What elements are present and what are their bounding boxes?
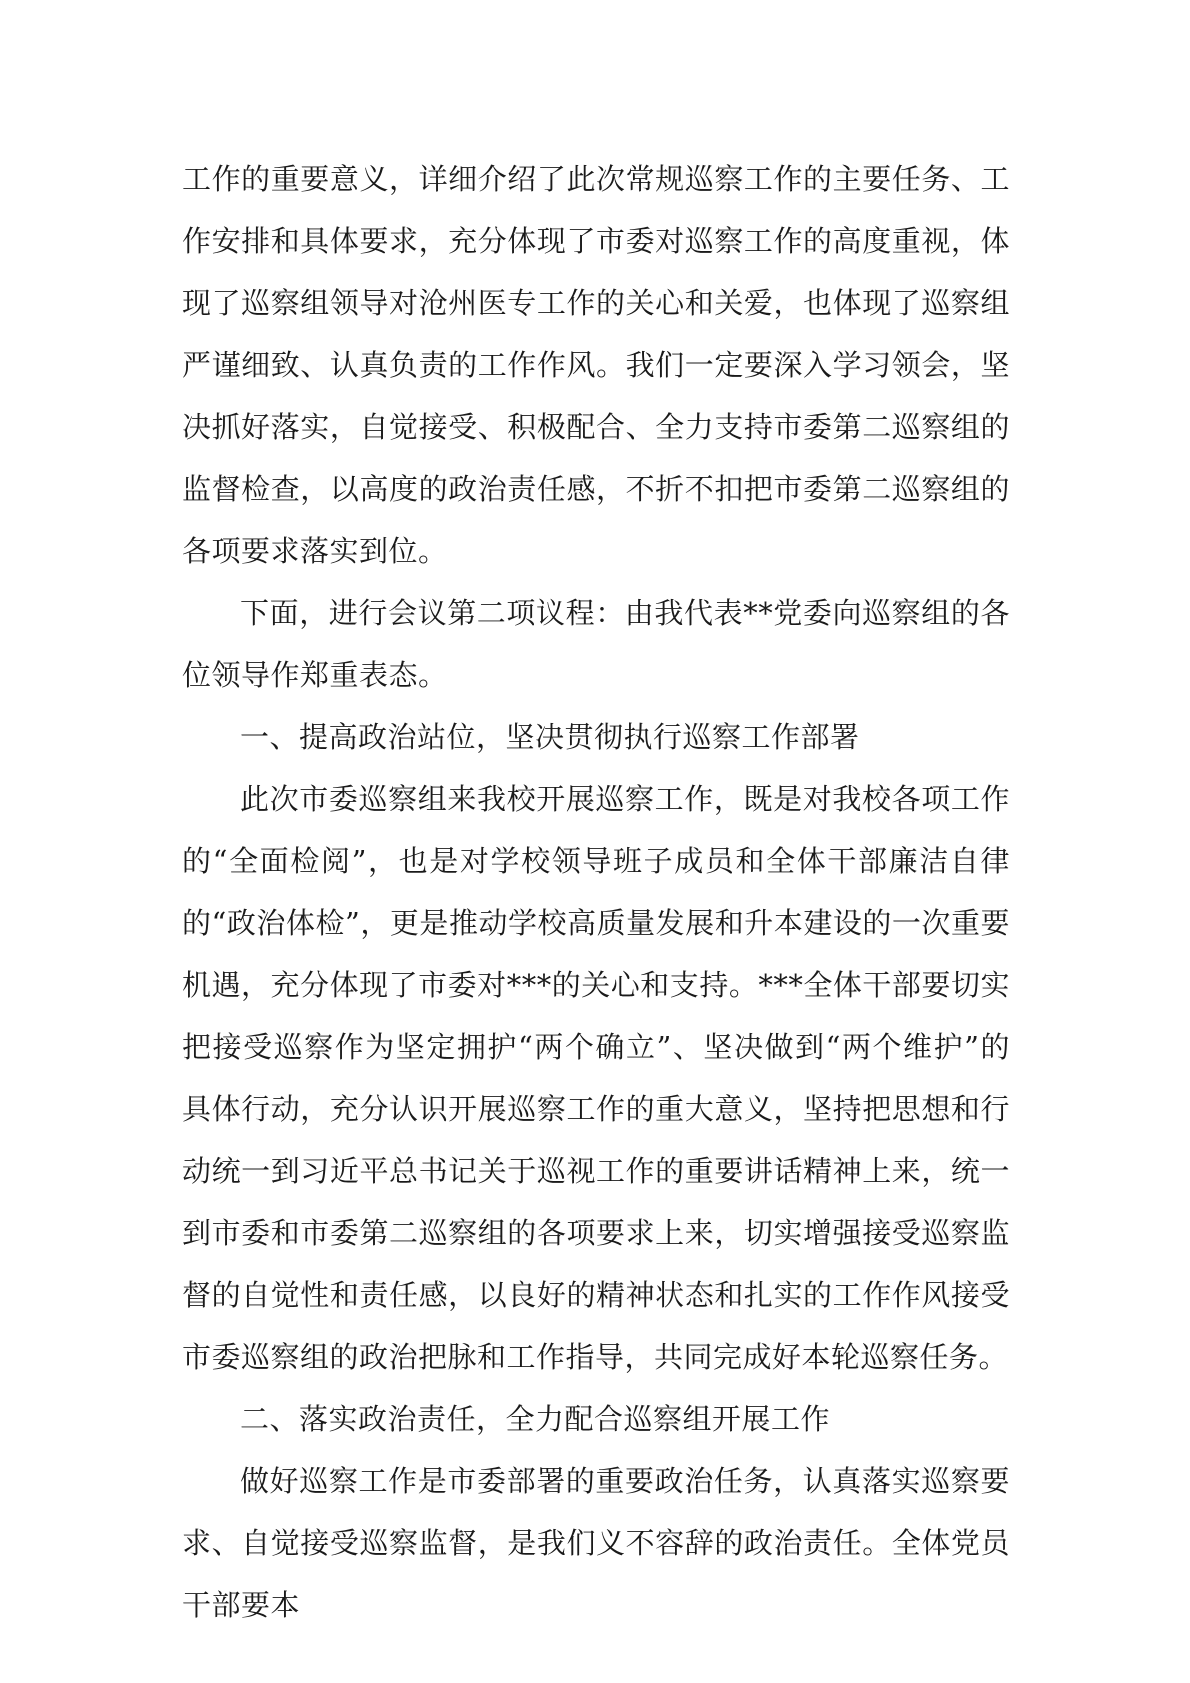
section-heading-1: 一、提高政治站位，坚决贯彻执行巡察工作部署 [240, 720, 860, 754]
paragraph-section-2-body: 做好巡察工作是市委部署的重要政治任务，认真落实巡察要求、自觉接受巡察监督，是我们义不容辞的政治责任。全体党员干部要本 [182, 1464, 1010, 1622]
document-body [182, 148, 1010, 1636]
paragraph-section-1-body: 此次市委巡察组来我校开展巡察工作，既是对我校各项工作的“全面检阅”，也是对学校领导班子成员和全体干部廉洁自律的“政治体检”，更是推动学校高质量发展和升本建设的一次重要机遇，充分体现了市委对***的关心和支持。***全体干部要切实把接受巡察作为坚定拥护“两个确立”、坚决做到“两个维护”的具体行动，充分认识开展巡察工作的重大意义，坚持把思想和行动统一到习近平总书记关于巡视工作的重要讲话精神上来，统一到市委和市委第二巡察组的各项要求上来，切实增强接受巡察监督的自觉性和责任感，以良好的精神状态和扎实的工作作风接受市委巡察组的政治把脉和工作指导，共同完成好本轮巡察任务。 [182, 782, 1010, 1374]
section-heading-2: 二、落实政治责任，全力配合巡察组开展工作 [240, 1402, 831, 1436]
paragraph-intro-continuation: 工作的重要意义，详细介绍了此次常规巡察工作的主要任务、工作安排和具体要求，充分体现了市委对巡察工作的高度重视，体现了巡察组领导对沧州医专工作的关心和关爱，也体现了巡察组严谨细致、认真负责的工作作风。我们一定要深入学习领会，坚决抓好落实，自觉接受、积极配合、全力支持市委第二巡察组的监督检查，以高度的政治责任感，不折不扣把市委第二巡察组的各项要求落实到位。 [182, 162, 1010, 568]
paragraph-agenda-item: 下面，进行会议第二项议程：由我代表**党委向巡察组的各位领导作郑重表态。 [182, 596, 1010, 692]
